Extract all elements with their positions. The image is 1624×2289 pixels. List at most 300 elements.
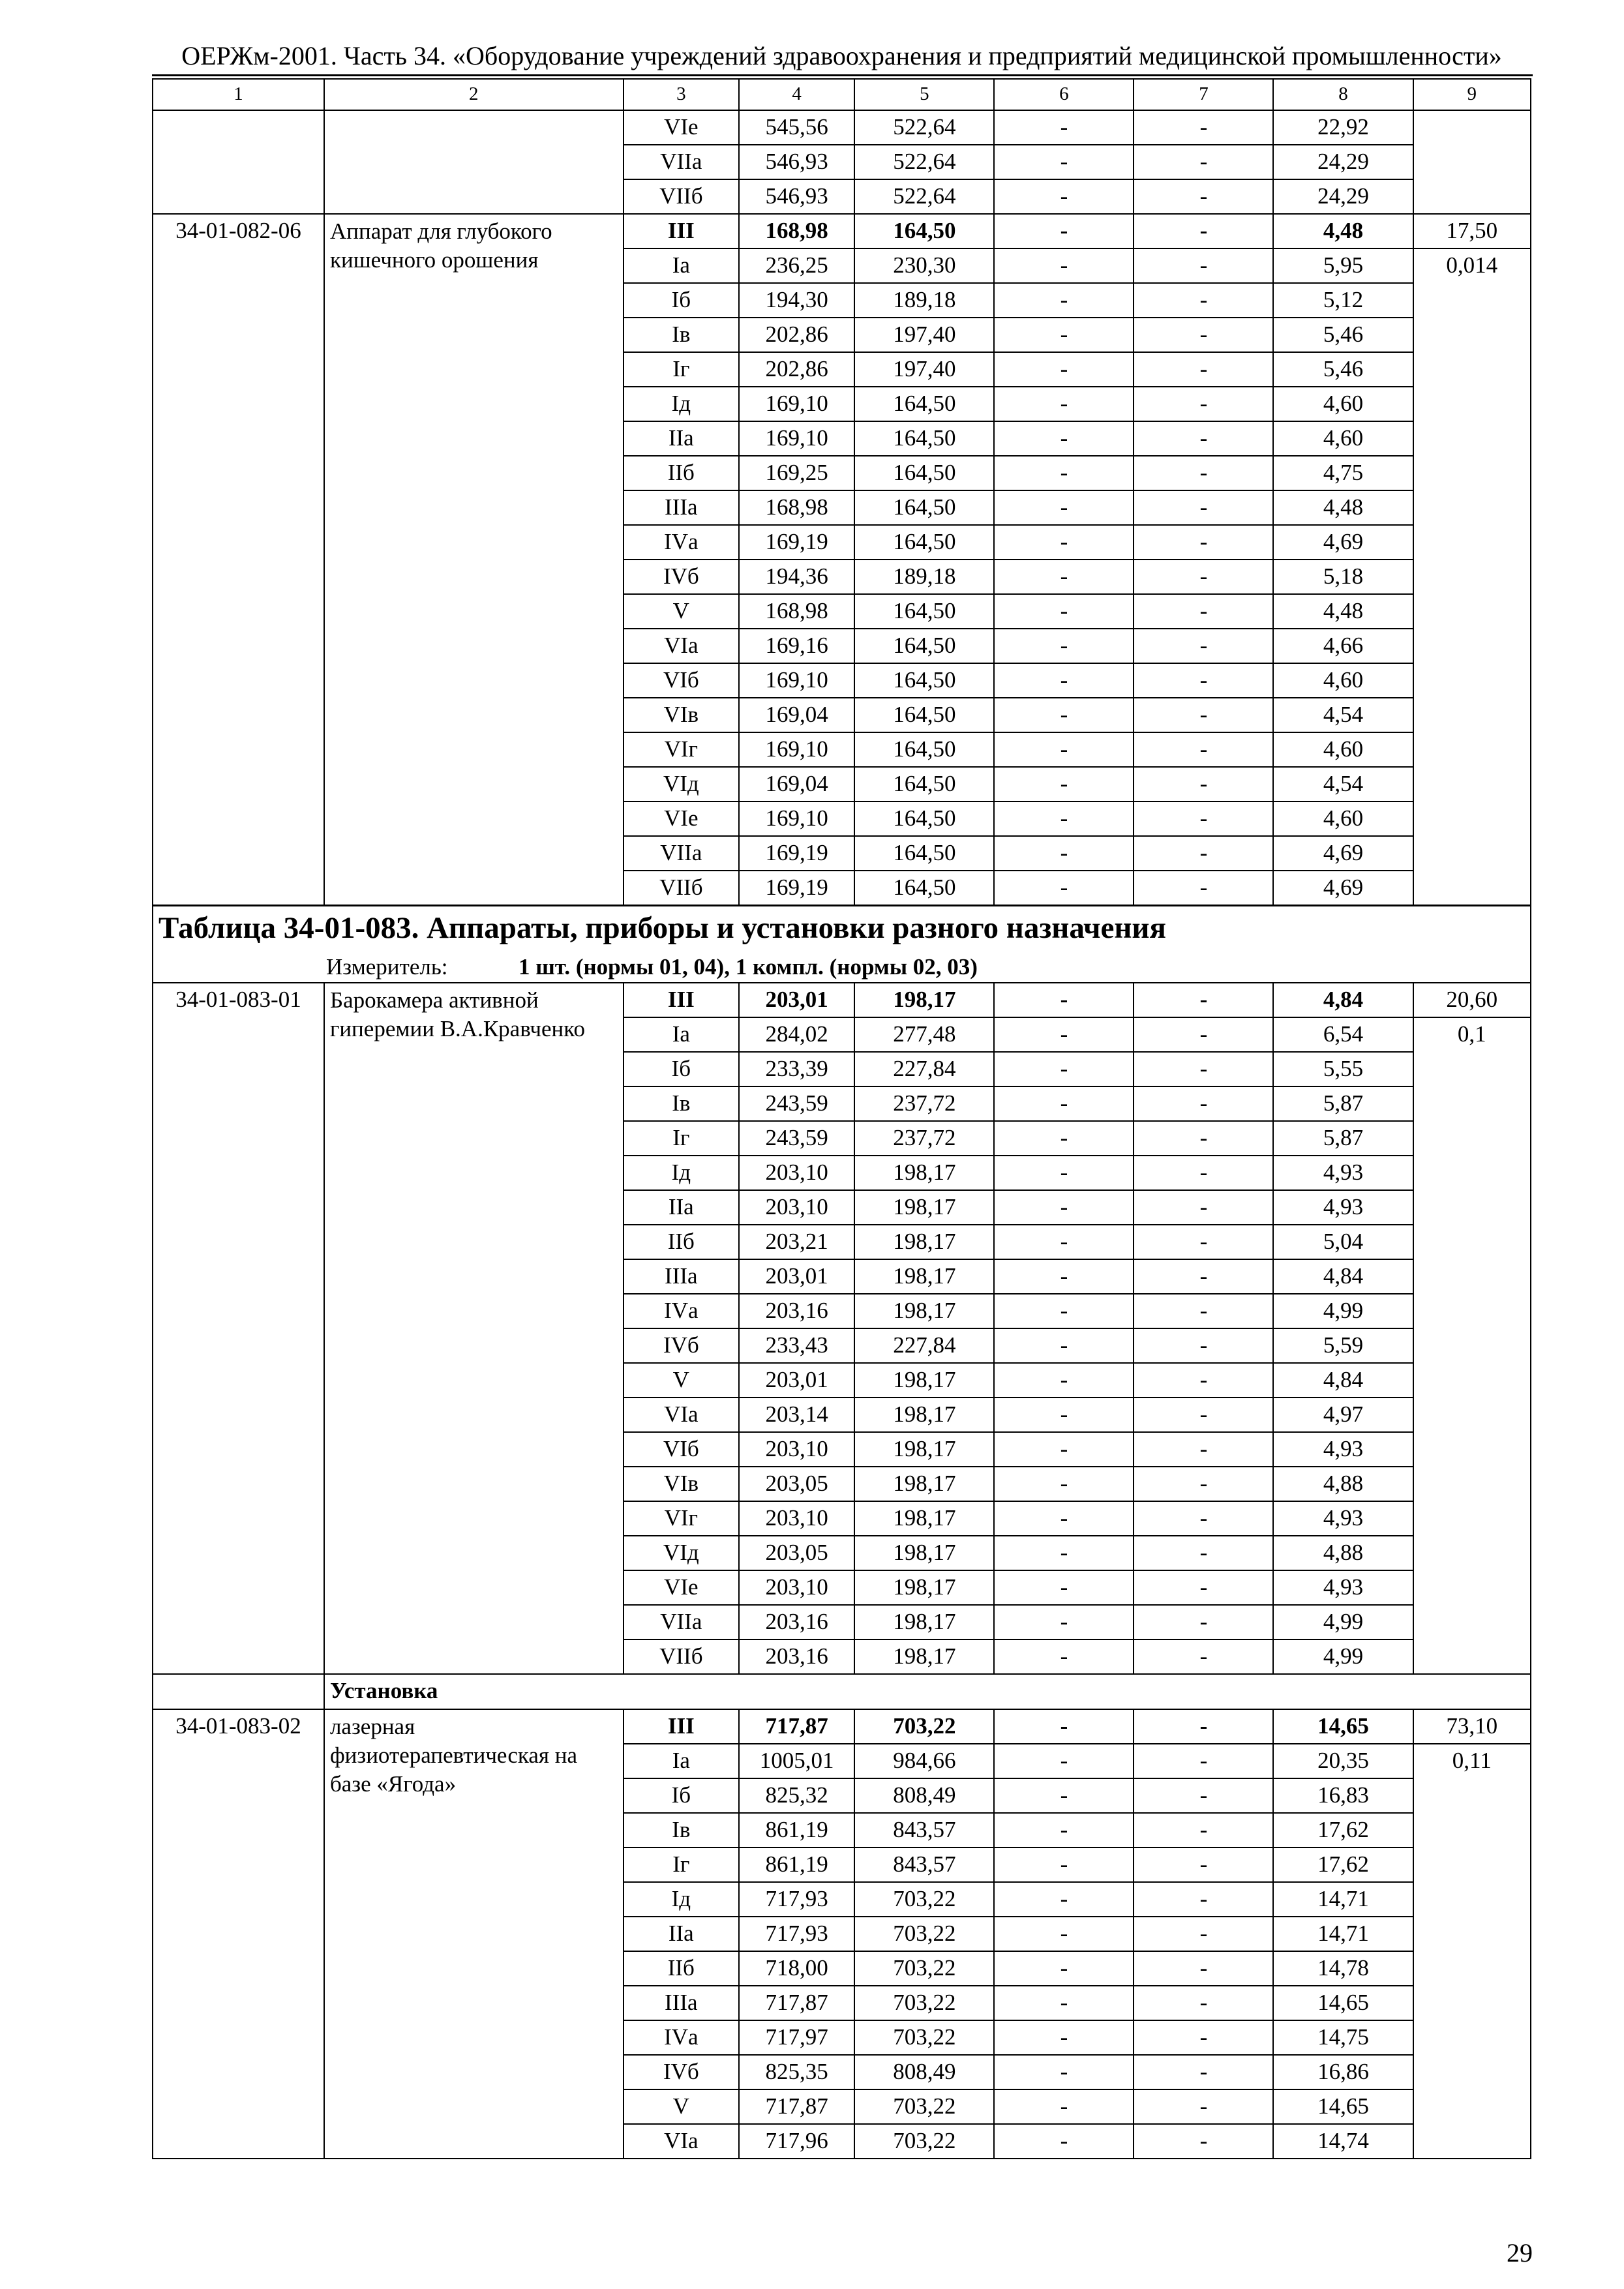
col7-cell: -	[1134, 1570, 1273, 1605]
regime-cell: Iг	[624, 1848, 739, 1882]
col7-cell: -	[1134, 525, 1273, 560]
total-cost-cell: 169,10	[739, 421, 854, 456]
col6-cell: -	[994, 1225, 1134, 1259]
col6-cell: -	[994, 1328, 1134, 1363]
col7-cell: -	[1134, 1848, 1273, 1882]
total-cost-cell: 168,98	[739, 214, 854, 248]
materials-cost-cell: 164,50	[854, 871, 994, 906]
total-cost-cell: 236,25	[739, 248, 854, 283]
col6-cell: -	[994, 214, 1134, 248]
transport-cost-cell: 4,69	[1273, 525, 1413, 560]
total-cost-cell: 202,86	[739, 318, 854, 352]
materials-cost-cell: 164,50	[854, 594, 994, 629]
col7-cell: -	[1134, 1156, 1273, 1190]
extra-cell-1: 20,60	[1413, 983, 1531, 1017]
materials-cost-cell: 198,17	[854, 1605, 994, 1639]
materials-cost-cell: 198,17	[854, 1156, 994, 1190]
col6-cell: -	[994, 732, 1134, 767]
col7-cell: -	[1134, 214, 1273, 248]
transport-cost-cell: 5,59	[1273, 1328, 1413, 1363]
materials-cost-cell: 808,49	[854, 2055, 994, 2089]
col6-cell: -	[994, 2089, 1134, 2124]
column-number: 1	[153, 79, 324, 110]
col7-cell: -	[1134, 871, 1273, 906]
materials-cost-cell: 703,22	[854, 2020, 994, 2055]
col6-cell: -	[994, 387, 1134, 421]
materials-cost-cell: 189,18	[854, 283, 994, 318]
total-cost-cell: 203,16	[739, 1605, 854, 1639]
col6-cell: -	[994, 801, 1134, 836]
table-heading-row	[153, 906, 1531, 953]
col6-cell: -	[994, 1398, 1134, 1432]
total-cost-cell: 717,87	[739, 1709, 854, 1744]
col6-cell: -	[994, 1917, 1134, 1951]
extra-cell-1: 17,50	[1413, 214, 1531, 248]
col7-cell: -	[1134, 1536, 1273, 1570]
transport-cost-cell: 4,48	[1273, 490, 1413, 525]
col7-cell: -	[1134, 1501, 1273, 1536]
regime-cell: IIа	[624, 1190, 739, 1225]
transport-cost-cell: 4,54	[1273, 767, 1413, 801]
transport-cost-cell: 14,65	[1273, 2089, 1413, 2124]
col7-cell: -	[1134, 698, 1273, 732]
regime-cell: Iд	[624, 387, 739, 421]
meter-label: Измеритель:	[326, 954, 448, 980]
regime-cell: VIа	[624, 629, 739, 663]
regime-cell: Iв	[624, 1086, 739, 1121]
materials-cost-cell: 164,50	[854, 629, 994, 663]
regime-cell: V	[624, 2089, 739, 2124]
transport-cost-cell: 4,66	[1273, 629, 1413, 663]
materials-cost-cell: 198,17	[854, 1639, 994, 1674]
col6-cell: -	[994, 110, 1134, 145]
code-cell: 34-01-082-06	[153, 214, 324, 906]
col6-cell: -	[994, 248, 1134, 283]
materials-cost-cell: 843,57	[854, 1813, 994, 1848]
regime-cell: VIа	[624, 1398, 739, 1432]
total-cost-cell: 203,16	[739, 1639, 854, 1674]
materials-cost-cell: 843,57	[854, 1848, 994, 1882]
transport-cost-cell: 5,95	[1273, 248, 1413, 283]
materials-cost-cell: 197,40	[854, 352, 994, 387]
total-cost-cell: 203,01	[739, 1363, 854, 1398]
total-cost-cell: 233,39	[739, 1052, 854, 1086]
transport-cost-cell: 22,92	[1273, 110, 1413, 145]
col6-cell: -	[994, 456, 1134, 490]
col7-cell: -	[1134, 2055, 1273, 2089]
col6-cell: -	[994, 1778, 1134, 1813]
col6-cell: -	[994, 2124, 1134, 2159]
col7-cell: -	[1134, 1086, 1273, 1121]
page-number: 29	[1507, 2238, 1533, 2267]
col6-cell: -	[994, 318, 1134, 352]
total-cost-cell: 169,25	[739, 456, 854, 490]
total-cost-cell: 825,32	[739, 1778, 854, 1813]
col6-cell: -	[994, 421, 1134, 456]
total-cost-cell: 169,10	[739, 801, 854, 836]
name-cell: Барокамера активной гиперемии В.А.Кравченко	[324, 983, 624, 1674]
col6-cell: -	[994, 1052, 1134, 1086]
transport-cost-cell: 5,46	[1273, 318, 1413, 352]
regime-cell: III	[624, 1709, 739, 1744]
transport-cost-cell: 4,93	[1273, 1501, 1413, 1536]
regime-cell: VIг	[624, 1501, 739, 1536]
col7-cell: -	[1134, 767, 1273, 801]
regime-cell: VIIб	[624, 871, 739, 906]
materials-cost-cell: 198,17	[854, 1432, 994, 1467]
col6-cell: -	[994, 1432, 1134, 1467]
total-cost-cell: 243,59	[739, 1121, 854, 1156]
col7-cell: -	[1134, 1052, 1273, 1086]
regime-cell: IIIа	[624, 1986, 739, 2020]
col7-cell: -	[1134, 456, 1273, 490]
materials-cost-cell: 703,22	[854, 1986, 994, 2020]
total-cost-cell: 203,01	[739, 983, 854, 1017]
regime-cell: VIIб	[624, 179, 739, 214]
col7-cell: -	[1134, 1225, 1273, 1259]
transport-cost-cell: 5,04	[1273, 1225, 1413, 1259]
extra-cell-1: 73,10	[1413, 1709, 1531, 1744]
regime-cell: VIб	[624, 663, 739, 698]
total-cost-cell: 203,14	[739, 1398, 854, 1432]
materials-cost-cell: 237,72	[854, 1121, 994, 1156]
col7-cell: -	[1134, 179, 1273, 214]
col7-cell: -	[1134, 1121, 1273, 1156]
total-cost-cell: 1005,01	[739, 1744, 854, 1778]
transport-cost-cell: 5,87	[1273, 1121, 1413, 1156]
materials-cost-cell: 198,17	[854, 1467, 994, 1501]
transport-cost-cell: 4,48	[1273, 214, 1413, 248]
column-number: 9	[1413, 79, 1531, 110]
regime-cell: IIб	[624, 1951, 739, 1986]
transport-cost-cell: 4,93	[1273, 1156, 1413, 1190]
transport-cost-cell: 14,65	[1273, 1709, 1413, 1744]
column-number: 4	[739, 79, 854, 110]
materials-cost-cell: 198,17	[854, 1294, 994, 1328]
subheading-blank	[153, 1674, 324, 1709]
transport-cost-cell: 24,29	[1273, 179, 1413, 214]
col7-cell: -	[1134, 110, 1273, 145]
col6-cell: -	[994, 1639, 1134, 1674]
total-cost-cell: 717,93	[739, 1917, 854, 1951]
col6-cell: -	[994, 1259, 1134, 1294]
total-cost-cell: 233,43	[739, 1328, 854, 1363]
col7-cell: -	[1134, 352, 1273, 387]
transport-cost-cell: 14,71	[1273, 1917, 1413, 1951]
materials-cost-cell: 164,50	[854, 456, 994, 490]
materials-cost-cell: 197,40	[854, 318, 994, 352]
col6-cell: -	[994, 1986, 1134, 2020]
regime-cell: IVб	[624, 560, 739, 594]
regime-cell: VIIа	[624, 1605, 739, 1639]
col6-cell: -	[994, 1882, 1134, 1917]
transport-cost-cell: 4,84	[1273, 1259, 1413, 1294]
materials-cost-cell: 227,84	[854, 1052, 994, 1086]
code-cell	[153, 110, 324, 214]
table-title: Таблица 34-01-083. Аппараты, приборы и установки разного назначения	[158, 911, 1166, 945]
transport-cost-cell: 16,83	[1273, 1778, 1413, 1813]
regime-cell: VIв	[624, 698, 739, 732]
column-number: 5	[854, 79, 994, 110]
materials-cost-cell: 808,49	[854, 1778, 994, 1813]
regime-cell: Iв	[624, 318, 739, 352]
col7-cell: -	[1134, 1363, 1273, 1398]
total-cost-cell: 169,19	[739, 836, 854, 871]
col7-cell: -	[1134, 248, 1273, 283]
total-cost-cell: 169,19	[739, 525, 854, 560]
materials-cost-cell: 703,22	[854, 1917, 994, 1951]
total-cost-cell: 203,10	[739, 1190, 854, 1225]
total-cost-cell: 203,10	[739, 1432, 854, 1467]
col7-cell: -	[1134, 1190, 1273, 1225]
total-cost-cell: 717,87	[739, 1986, 854, 2020]
materials-cost-cell: 198,17	[854, 983, 994, 1017]
regime-cell: IIа	[624, 421, 739, 456]
col7-cell: -	[1134, 1744, 1273, 1778]
materials-cost-cell: 703,22	[854, 2089, 994, 2124]
transport-cost-cell: 17,62	[1273, 1813, 1413, 1848]
col7-cell: -	[1134, 1709, 1273, 1744]
col7-cell: -	[1134, 560, 1273, 594]
table-heading-cell	[153, 906, 1531, 953]
col7-cell: -	[1134, 1294, 1273, 1328]
transport-cost-cell: 6,54	[1273, 1017, 1413, 1052]
col6-cell: -	[994, 1363, 1134, 1398]
regime-cell: IVа	[624, 2020, 739, 2055]
materials-cost-cell: 164,50	[854, 836, 994, 871]
col7-cell: -	[1134, 1917, 1273, 1951]
total-cost-cell: 825,35	[739, 2055, 854, 2089]
code-cell: 34-01-083-01	[153, 983, 324, 1674]
col6-cell: -	[994, 1951, 1134, 1986]
regime-cell: IIIа	[624, 1259, 739, 1294]
code-cell: 34-01-083-02	[153, 1709, 324, 2159]
col7-cell: -	[1134, 801, 1273, 836]
materials-cost-cell: 164,50	[854, 732, 994, 767]
col6-cell: -	[994, 1744, 1134, 1778]
transport-cost-cell: 17,62	[1273, 1848, 1413, 1882]
regime-cell: VIд	[624, 767, 739, 801]
transport-cost-cell: 4,75	[1273, 456, 1413, 490]
transport-cost-cell: 4,60	[1273, 387, 1413, 421]
regime-cell: Iа	[624, 1744, 739, 1778]
materials-cost-cell: 198,17	[854, 1190, 994, 1225]
total-cost-cell: 717,97	[739, 2020, 854, 2055]
transport-cost-cell: 20,35	[1273, 1744, 1413, 1778]
table-row	[153, 983, 1531, 1017]
col6-cell: -	[994, 1017, 1134, 1052]
regime-cell: Iг	[624, 1121, 739, 1156]
materials-cost-cell: 164,50	[854, 663, 994, 698]
regime-cell: Iб	[624, 283, 739, 318]
regime-cell: Iд	[624, 1156, 739, 1190]
transport-cost-cell: 5,87	[1273, 1086, 1413, 1121]
col6-cell: -	[994, 698, 1134, 732]
col6-cell: -	[994, 1294, 1134, 1328]
extra-cell-2: 0,11	[1413, 1744, 1531, 2159]
rates-table	[152, 78, 1531, 2159]
col6-cell: -	[994, 1848, 1134, 1882]
table-row	[153, 110, 1531, 145]
extra-cell-2: 0,014	[1413, 248, 1531, 906]
materials-cost-cell: 164,50	[854, 801, 994, 836]
transport-cost-cell: 4,88	[1273, 1467, 1413, 1501]
col6-cell: -	[994, 1813, 1134, 1848]
total-cost-cell: 169,16	[739, 629, 854, 663]
col7-cell: -	[1134, 2020, 1273, 2055]
subheading-cell: Установка	[324, 1674, 1531, 1709]
materials-cost-cell: 198,17	[854, 1363, 994, 1398]
name-cell: Аппарат для глубокого кишечного орошения	[324, 214, 624, 906]
materials-cost-cell: 164,50	[854, 387, 994, 421]
materials-cost-cell: 198,17	[854, 1225, 994, 1259]
regime-cell: Iб	[624, 1778, 739, 1813]
name-cell	[324, 110, 624, 214]
transport-cost-cell: 4,97	[1273, 1398, 1413, 1432]
total-cost-cell: 168,98	[739, 594, 854, 629]
transport-cost-cell: 14,74	[1273, 2124, 1413, 2159]
transport-cost-cell: 4,84	[1273, 1363, 1413, 1398]
transport-cost-cell: 4,60	[1273, 801, 1413, 836]
total-cost-cell: 169,10	[739, 387, 854, 421]
meter-value: 1 шт. (нормы 01, 04), 1 компл. (нормы 02, 03)	[519, 954, 978, 980]
column-number-row	[153, 79, 1531, 110]
total-cost-cell: 202,86	[739, 352, 854, 387]
regime-cell: VIе	[624, 1570, 739, 1605]
total-cost-cell: 203,01	[739, 1259, 854, 1294]
transport-cost-cell: 4,60	[1273, 663, 1413, 698]
col7-cell: -	[1134, 1432, 1273, 1467]
column-number: 6	[994, 79, 1134, 110]
regime-cell: IIIа	[624, 490, 739, 525]
total-cost-cell: 203,05	[739, 1536, 854, 1570]
regime-cell: VIд	[624, 1536, 739, 1570]
materials-cost-cell: 164,50	[854, 767, 994, 801]
regime-cell: IIб	[624, 1225, 739, 1259]
regime-cell: IVа	[624, 1294, 739, 1328]
materials-cost-cell: 164,50	[854, 525, 994, 560]
col7-cell: -	[1134, 1813, 1273, 1848]
regime-cell: V	[624, 1363, 739, 1398]
total-cost-cell: 718,00	[739, 1951, 854, 1986]
transport-cost-cell: 14,65	[1273, 1986, 1413, 2020]
col6-cell: -	[994, 352, 1134, 387]
regime-cell: VIе	[624, 110, 739, 145]
col6-cell: -	[994, 663, 1134, 698]
extra-cell-2: 0,1	[1413, 1017, 1531, 1674]
transport-cost-cell: 4,93	[1273, 1190, 1413, 1225]
col6-cell: -	[994, 594, 1134, 629]
col7-cell: -	[1134, 2089, 1273, 2124]
materials-cost-cell: 230,30	[854, 248, 994, 283]
table-row	[153, 1709, 1531, 1744]
col6-cell: -	[994, 1190, 1134, 1225]
regime-cell: VIIа	[624, 145, 739, 179]
materials-cost-cell: 198,17	[854, 1501, 994, 1536]
col6-cell: -	[994, 871, 1134, 906]
col7-cell: -	[1134, 421, 1273, 456]
regime-cell: IVб	[624, 1328, 739, 1363]
regime-cell: VIе	[624, 801, 739, 836]
rates-table-body	[153, 79, 1531, 2159]
col7-cell: -	[1134, 1951, 1273, 1986]
transport-cost-cell: 5,55	[1273, 1052, 1413, 1086]
col7-cell: -	[1134, 145, 1273, 179]
col6-cell: -	[994, 1536, 1134, 1570]
total-cost-cell: 284,02	[739, 1017, 854, 1052]
total-cost-cell: 861,19	[739, 1848, 854, 1882]
col6-cell: -	[994, 983, 1134, 1017]
page-header: ОЕРЖм-2001. Часть 34. «Оборудование учреждений здравоохранения и предприятий медицинской промышленности»	[181, 41, 1502, 70]
col6-cell: -	[994, 1467, 1134, 1501]
materials-cost-cell: 198,17	[854, 1536, 994, 1570]
col6-cell: -	[994, 490, 1134, 525]
total-cost-cell: 717,87	[739, 2089, 854, 2124]
subheading-row	[153, 1674, 1531, 1709]
materials-cost-cell: 703,22	[854, 1951, 994, 1986]
total-cost-cell: 169,04	[739, 698, 854, 732]
total-cost-cell: 169,04	[739, 767, 854, 801]
materials-cost-cell: 164,50	[854, 421, 994, 456]
transport-cost-cell: 5,46	[1273, 352, 1413, 387]
meter-row	[153, 952, 1531, 983]
col7-cell: -	[1134, 1605, 1273, 1639]
col7-cell: -	[1134, 2124, 1273, 2159]
col6-cell: -	[994, 629, 1134, 663]
col7-cell: -	[1134, 1467, 1273, 1501]
regime-cell: V	[624, 594, 739, 629]
col6-cell: -	[994, 1605, 1134, 1639]
col7-cell: -	[1134, 1017, 1273, 1052]
materials-cost-cell: 227,84	[854, 1328, 994, 1363]
total-cost-cell: 203,10	[739, 1501, 854, 1536]
total-cost-cell: 717,96	[739, 2124, 854, 2159]
total-cost-cell: 546,93	[739, 145, 854, 179]
transport-cost-cell: 4,99	[1273, 1639, 1413, 1674]
total-cost-cell: 861,19	[739, 1813, 854, 1848]
transport-cost-cell: 4,88	[1273, 1536, 1413, 1570]
transport-cost-cell: 4,60	[1273, 421, 1413, 456]
materials-cost-cell: 164,50	[854, 490, 994, 525]
transport-cost-cell: 4,54	[1273, 698, 1413, 732]
materials-cost-cell: 164,50	[854, 698, 994, 732]
total-cost-cell: 169,10	[739, 732, 854, 767]
meter-cell	[153, 952, 1531, 983]
regime-cell: IVб	[624, 2055, 739, 2089]
col6-cell: -	[994, 525, 1134, 560]
col7-cell: -	[1134, 629, 1273, 663]
rates-table-container	[152, 78, 1531, 2169]
col7-cell: -	[1134, 1398, 1273, 1432]
col7-cell: -	[1134, 1328, 1273, 1363]
transport-cost-cell: 4,99	[1273, 1294, 1413, 1328]
col6-cell: -	[994, 836, 1134, 871]
col7-cell: -	[1134, 1259, 1273, 1294]
col7-cell: -	[1134, 836, 1273, 871]
materials-cost-cell: 198,17	[854, 1570, 994, 1605]
materials-cost-cell: 198,17	[854, 1398, 994, 1432]
regime-cell: IVа	[624, 525, 739, 560]
total-cost-cell: 545,56	[739, 110, 854, 145]
transport-cost-cell: 5,18	[1273, 560, 1413, 594]
column-number: 7	[1134, 79, 1273, 110]
transport-cost-cell: 4,93	[1273, 1570, 1413, 1605]
total-cost-cell: 194,36	[739, 560, 854, 594]
regime-cell: Iа	[624, 1017, 739, 1052]
total-cost-cell: 194,30	[739, 283, 854, 318]
regime-cell: Iв	[624, 1813, 739, 1848]
transport-cost-cell: 4,69	[1273, 836, 1413, 871]
